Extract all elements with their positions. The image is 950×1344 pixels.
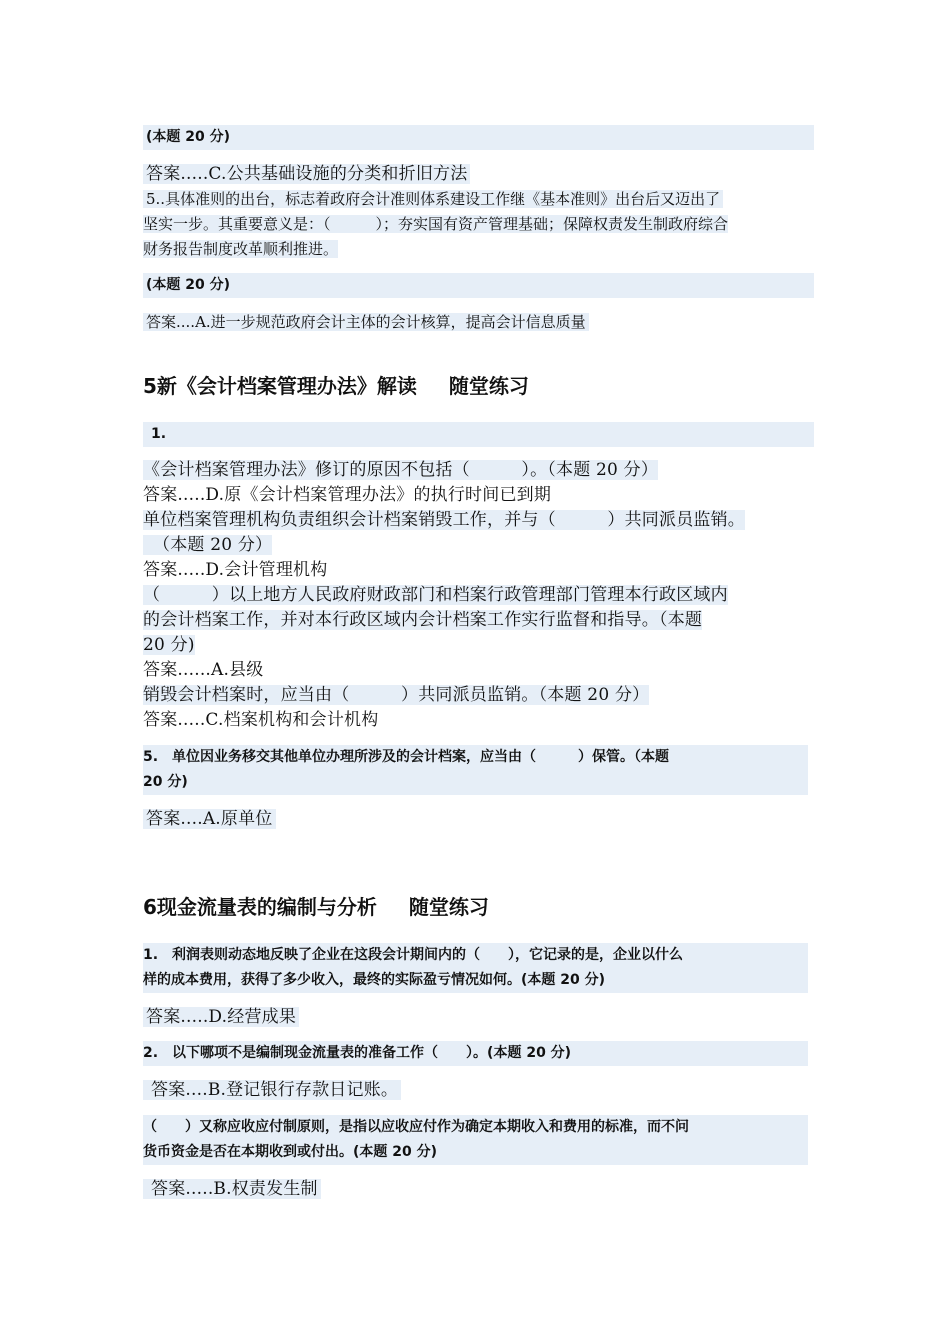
answer-4 [143, 708, 808, 733]
answer-text: 答案.....D.会计管理机构 [143, 560, 328, 580]
answer-line [143, 310, 808, 335]
answer-3 [143, 1177, 808, 1202]
score-label: (本题 20 分) [143, 273, 814, 298]
answer-5 [143, 807, 808, 832]
section-subtitle: 随堂练习 [448, 374, 529, 398]
question-line: 20 分) [143, 635, 195, 655]
answer-text: 答案.....C.公共基础设施的分类和折旧方法 [143, 164, 470, 184]
answer-text: 答案......A.县级 [143, 660, 264, 680]
answer-2 [143, 1078, 808, 1103]
answer-text: 答案.....C.档案机构和会计机构 [143, 710, 379, 730]
question-line: 5. 单位因业务移交其他单位办理所涉及的会计档案，应当由（ ）保管。（本题 [143, 749, 670, 765]
question-1 [143, 943, 808, 993]
question-line: （本题 20 分） [143, 535, 272, 555]
question-5 [143, 745, 808, 795]
answer-text: 答案....A.原单位 [143, 809, 276, 829]
question-5 [143, 187, 808, 262]
answer-text: 答案....A.进一步规范政府会计主体的会计核算，提高会计信息质量 [143, 313, 589, 331]
section-5-heading [143, 371, 808, 401]
question-number [143, 422, 814, 447]
answer-1 [143, 1005, 808, 1030]
answer-text: 答案.....D.经营成果 [143, 1007, 299, 1027]
question-2 [143, 508, 823, 558]
question-3 [143, 1115, 808, 1165]
section-subtitle: 随堂练习 [408, 895, 489, 919]
section-6-heading [143, 892, 808, 922]
question-line: 20 分) [143, 774, 188, 790]
question-line: 样的成本费用，获得了多少收入，最终的实际盈亏情况如何。(本题 20 分) [143, 972, 606, 988]
question-line: 5..具体准则的出台，标志着政府会计准则体系建设工作继《基本准则》出台后又迈出了 [143, 190, 723, 208]
question-line: （ ）以上地方人民政府财政部门和档案行政管理部门管理本行政区域内 [143, 585, 728, 605]
section-title: 5新《会计档案管理办法》解读 [143, 374, 417, 398]
answer-2 [143, 558, 808, 583]
question-line: 财务报告制度改革顺利推进。 [143, 240, 339, 258]
score-label: (本题 20 分) [143, 125, 814, 150]
question-text: 《会计档案管理办法》修订的原因不包括（ ）。（本题 20 分） [143, 460, 659, 480]
answer-text: 答案....B.登记银行存款日记账。 [143, 1080, 401, 1100]
question-line: 1. 利润表则动态地反映了企业在这段会计期间内的（ ），它记录的是，企业以什么 [143, 947, 684, 963]
question-3 [143, 583, 808, 658]
question-1 [143, 458, 808, 483]
question-line: 坚实一步。其重要意义是：（ ）；夯实国有资产管理基础；保障权责发生制政府综合 [143, 215, 729, 233]
answer-line [143, 162, 808, 187]
question-2: 2. 以下哪项不是编制现金流量表的准备工作（ ）。(本题 20 分) [143, 1041, 808, 1066]
section-title: 6现金流量表的编制与分析 [143, 895, 377, 919]
answer-text: 答案.....D.原《会计档案管理办法》的执行时间已到期 [143, 485, 552, 505]
question-4 [143, 683, 808, 708]
question-line: （ ）又称应收应付制原则，是指以应收应付作为确定本期收入和费用的标准，而不问 [143, 1119, 689, 1135]
question-line: 单位档案管理机构负责组织会计档案销毁工作，并与（ ）共同派员监销。 [143, 510, 745, 530]
question-text: 销毁会计档案时，应当由（ ）共同派员监销。（本题 20 分） [143, 685, 650, 705]
question-line: 货币资金是否在本期收到或付出。(本题 20 分) [143, 1144, 438, 1160]
question-line: 的会计档案工作，并对本行政区域内会计档案工作实行监督和指导。（本题 [143, 610, 703, 630]
answer-3 [143, 658, 808, 683]
answer-1 [143, 483, 808, 508]
number-text: 1. [151, 426, 167, 442]
answer-text: 答案.....B.权责发生制 [143, 1179, 321, 1199]
